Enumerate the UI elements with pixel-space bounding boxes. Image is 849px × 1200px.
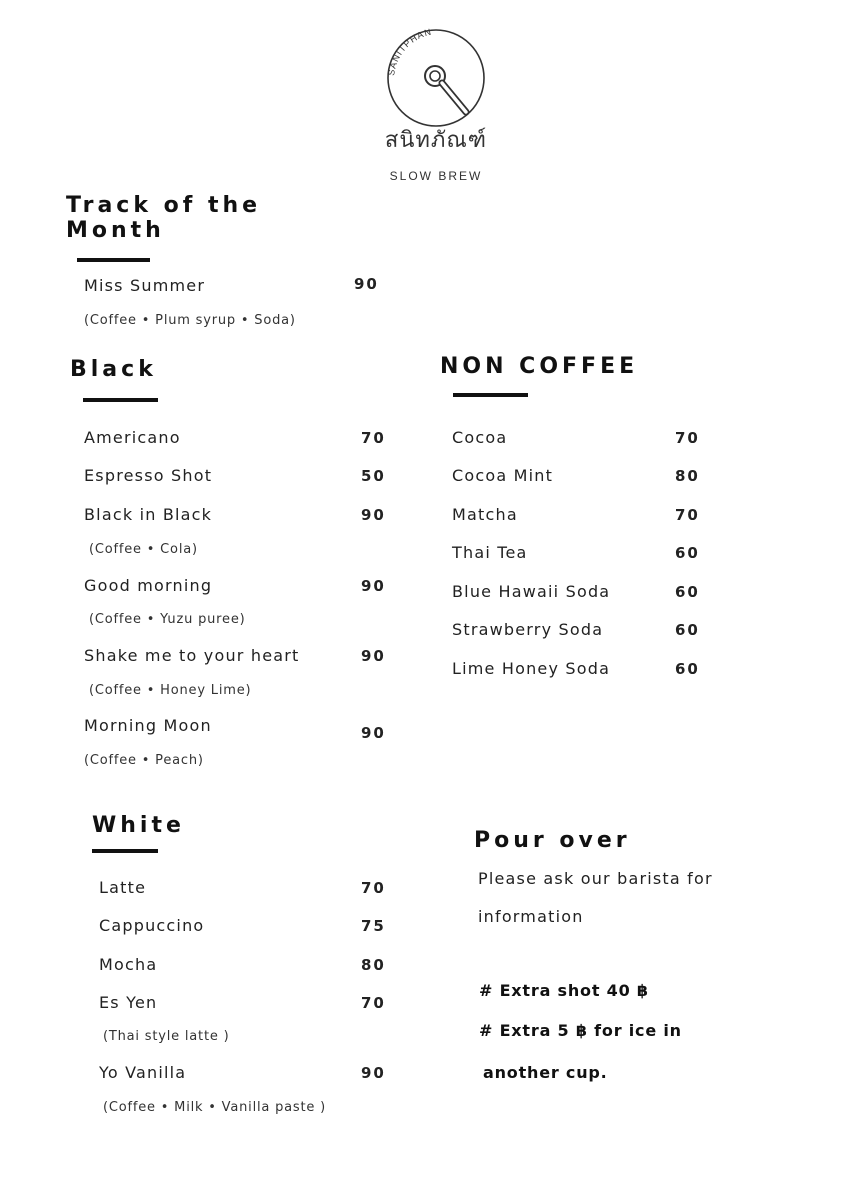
brand-tagline: SLOW BREW [389, 169, 483, 183]
menu-item-name: Matcha [452, 505, 518, 524]
section-rule-black [83, 398, 158, 402]
pour-over-line1: Please ask our barista for [478, 869, 713, 888]
menu-item-name: Strawberry Soda [452, 620, 604, 639]
menu-item-price: 70 [675, 429, 700, 447]
menu-item-price: 70 [361, 429, 386, 447]
menu-item-price: 90 [361, 506, 386, 524]
menu-item-price: 90 [361, 577, 386, 595]
menu-item-name: Blue Hawaii Soda [452, 582, 611, 601]
menu-item-price: 60 [675, 583, 700, 601]
menu-item-name: Yo Vanilla [99, 1063, 187, 1082]
menu-item-price: 90 [361, 1064, 386, 1082]
menu-item-price: 60 [675, 621, 700, 639]
menu-item-price: 60 [675, 544, 700, 562]
menu-item-price: 50 [361, 467, 386, 485]
menu-item-name: Good morning [84, 576, 213, 595]
menu-item-name: Americano [84, 428, 181, 447]
menu-item-price: 70 [361, 879, 386, 897]
menu-item-price: 90 [354, 275, 379, 293]
menu-item-name: Morning Moon [84, 716, 212, 735]
menu-item-name: Latte [99, 878, 147, 897]
menu-item-note: (Coffee • Honey Lime) [89, 683, 252, 698]
menu-item-note: (Coffee • Yuzu puree) [89, 612, 246, 627]
section-title-track [66, 193, 261, 243]
menu-item-name: Es Yen [99, 993, 158, 1012]
extra-ice-note: # Extra 5 ฿ for ice in [479, 1021, 682, 1040]
section-rule-track [77, 258, 150, 262]
menu-item-note: (Coffee • Plum syrup • Soda) [84, 313, 296, 328]
menu-item-price: 80 [361, 956, 386, 974]
menu-item-price: 70 [675, 506, 700, 524]
menu-item-name: Cocoa [452, 428, 508, 447]
track-title-line2: Month [66, 218, 165, 243]
brand-thai-name: สนิทภัณฑ์ [384, 128, 488, 153]
menu-item-note: (Thai style latte ) [103, 1029, 230, 1044]
section-title-pour-over: Pour over [474, 828, 631, 853]
pour-over-line2: information [478, 907, 584, 926]
section-rule-non-coffee [453, 393, 528, 397]
extra-shot-note: # Extra shot 40 ฿ [479, 981, 649, 1000]
menu-item-name: Cocoa Mint [452, 466, 554, 485]
menu-item-name: Lime Honey Soda [452, 659, 611, 678]
menu-item-name: Thai Tea [452, 543, 528, 562]
menu-item-name: Black in Black [84, 505, 213, 524]
section-title-black: Black [70, 357, 157, 382]
section-title-non-coffee: NON COFFEE [440, 354, 639, 379]
section-rule-white [92, 849, 158, 853]
track-title-line1: Track of the [66, 193, 262, 218]
menu-item-name: Espresso Shot [84, 466, 213, 485]
menu-item-name: Miss Summer [84, 276, 206, 295]
extra-ice-note-cont: another cup. [483, 1063, 608, 1082]
section-title-white: White [92, 813, 185, 838]
menu-item-price: 70 [361, 994, 386, 1012]
menu-item-note: (Coffee • Milk • Vanilla paste ) [103, 1100, 326, 1115]
logo-arc-text: SANITPHAN [386, 26, 433, 77]
menu-item-note: (Coffee • Peach) [84, 753, 204, 768]
menu-item-price: 75 [361, 917, 386, 935]
menu-item-name: Shake me to your heart [84, 646, 300, 665]
menu-item-price: 90 [361, 647, 386, 665]
menu-item-price: 60 [675, 660, 700, 678]
menu-item-note: (Coffee • Cola) [89, 542, 198, 557]
menu-item-name: Cappuccino [99, 916, 205, 935]
menu-item-price: 90 [361, 724, 386, 742]
menu-item-name: Mocha [99, 955, 158, 974]
menu-item-price: 80 [675, 467, 700, 485]
